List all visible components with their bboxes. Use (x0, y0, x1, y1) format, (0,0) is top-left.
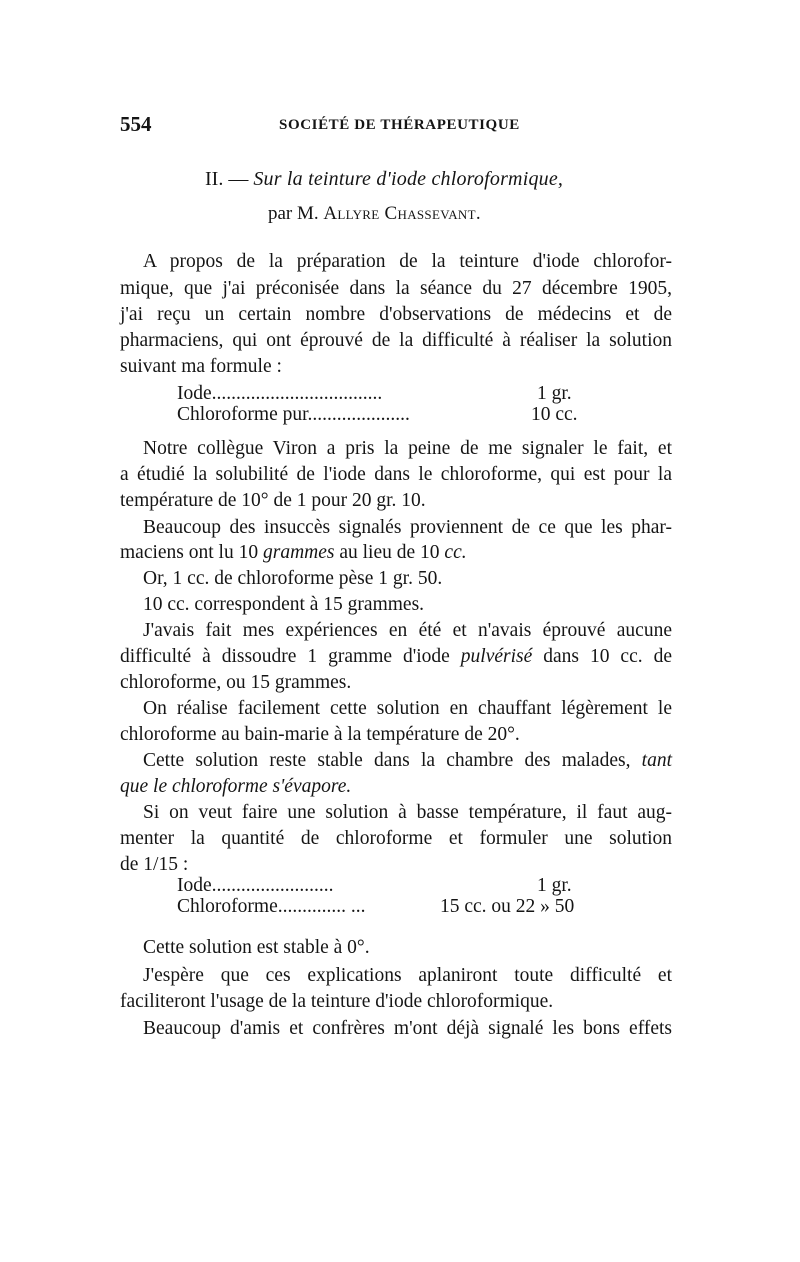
p11-line-2: faciliteront l'usage de la teinture d'iode chloroformique. (120, 991, 554, 1012)
title-italic: Sur la teinture d'iode chloroformique, (253, 168, 564, 190)
p8-line-1 (143, 747, 672, 775)
formula1-chloroforme-name: Chloroforme pur..................... (177, 404, 410, 425)
p7-line-1: On réalise facilement cette solution en chauffant légèrement le (143, 698, 672, 719)
p8-line-2-italic: que le chloroforme s'évapore. (120, 776, 352, 797)
p6-line-3: chloroforme, ou 15 grammes. (120, 672, 352, 693)
formula2-iode-amount: 1 gr. (537, 875, 572, 896)
page-number: 554 (120, 112, 152, 136)
formula2-iode-name: Iode......................... (177, 875, 334, 896)
p9-line-1: Si on veut faire une solution à basse température, il faut aug- (143, 802, 672, 823)
p6-line-1: J'avais fait mes expériences en été et n'avais éprouvé aucune (143, 620, 672, 641)
formula2-chloroforme-amount: 15 cc. ou 22 » 50 (440, 896, 575, 917)
p3-line-2-c: au lieu de 10 (334, 542, 445, 563)
p7-line-2: chloroforme au bain-marie à la température de 20°. (120, 724, 520, 745)
p12-line-1: Beaucoup d'amis et confrères m'ont déjà signalé les bons effets (143, 1018, 672, 1039)
p1-line-5: suivant ma formule : (120, 356, 282, 377)
p4-line-1: Or, 1 cc. de chloroforme pèse 1 gr. 50. (143, 568, 443, 589)
p6-line-2-c: dans 10 cc. de (532, 646, 672, 667)
p1-line-3: j'ai reçu un certain nombre d'observations de médecins et de (120, 304, 672, 325)
p1-line-1: A propos de la préparation de la teinture d'iode chlorofor- (143, 251, 672, 272)
formula2-chloroforme-name: Chloroforme.............. ... (177, 896, 366, 917)
article-title (205, 168, 563, 191)
title-prefix: II. — (205, 168, 254, 190)
p9-line-3: de 1/15 : (120, 854, 189, 875)
p8-line-2 (120, 773, 351, 801)
p2-line-1: Notre collègue Viron a pris la peine de me signaler le fait, et (143, 438, 672, 459)
p2-line-2: a étudié la solubilité de l'iode dans le chloroforme, qui est pour la (120, 464, 672, 485)
p1-line-2: mique, que j'ai préconisée dans la séance du 27 décembre 1905, (120, 278, 672, 299)
byline-par: par M. (268, 203, 324, 224)
p2-line-3: température de 10° de 1 pour 20 gr. 10. (120, 490, 426, 511)
p3-line-2-b: grammes (262, 542, 335, 563)
p3-line-2 (120, 539, 467, 567)
running-head: SOCIÉTÉ DE THÉRAPEUTIQUE (279, 117, 520, 133)
p1-line-4: pharmaciens, qui ont éprouvé de la difficulté à réaliser la solution (120, 330, 672, 351)
p3-line-1: Beaucoup des insuccès signalés proviennent de ce que les phar- (143, 517, 672, 538)
p8-line-1-a: Cette solution reste stable dans la chambre des malades, (143, 750, 642, 771)
p5-line-1: 10 cc. correspondent à 15 grammes. (143, 594, 425, 615)
p9-line-2: menter la quantité de chloroforme et formuler une solution (120, 828, 672, 849)
article-byline (268, 203, 481, 225)
p6-line-2-a: difficulté à dissoudre 1 gramme d'iode (120, 646, 461, 667)
p6-line-2 (120, 643, 672, 671)
formula1-iode-name: Iode................................... (177, 383, 383, 404)
formula1-chloroforme-amount: 10 cc. (531, 404, 578, 425)
byline-author: Allyre Chassevant. (323, 203, 481, 224)
formula1-iode-amount: 1 gr. (537, 383, 572, 404)
p11-line-1: J'espère que ces explications aplaniront toute difficulté et (143, 965, 672, 986)
p3-line-2-d: cc. (444, 542, 467, 563)
p3-line-2-a: maciens ont lu 10 (120, 542, 263, 563)
p10-line-1: Cette solution est stable à 0°. (143, 937, 370, 958)
p8-line-1-b: tant (641, 750, 672, 771)
p6-line-2-b: pulvérisé (460, 646, 533, 667)
